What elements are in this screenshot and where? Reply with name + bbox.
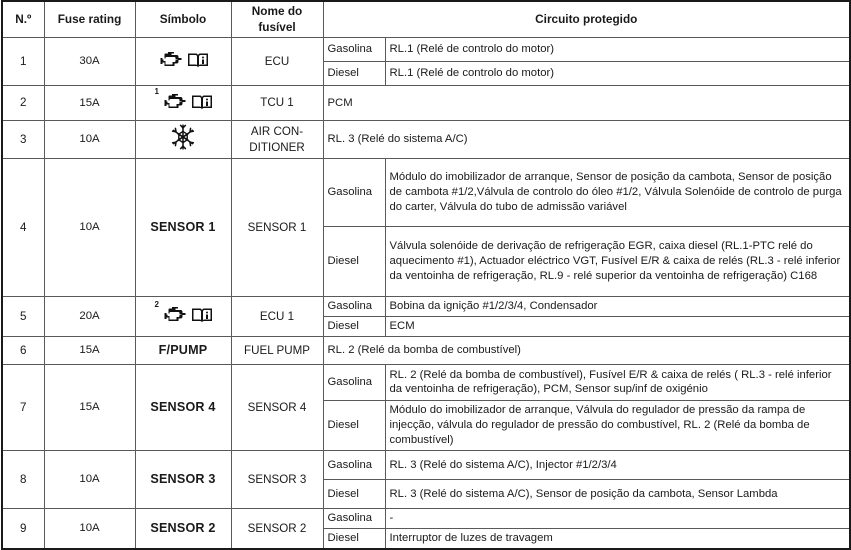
cell-fuse-name xyxy=(231,364,323,450)
cell-fuel-type-diesel: Diesel xyxy=(323,317,385,337)
table-row xyxy=(2,86,850,121)
cell-symbol xyxy=(135,364,231,450)
header-number: N.º xyxy=(2,1,44,38)
cell-circuit-gasoline: RL. 3 (Relé do sistema A/C), Injector #1/2/3/4 xyxy=(385,450,850,479)
symbol-text: SENSOR 3 xyxy=(150,472,216,487)
table-row xyxy=(2,159,850,227)
cell-circuit-diesel: Módulo do imobilizador de arranque, Válvula do regulador de pressão da rampa de injecção, válvula do regulador de pressão do combustível, RL. 2 (Relé da bomba de combustível) xyxy=(385,400,850,450)
cell-circuit-gasoline: Bobina da ignição #1/2/3/4, Condensador xyxy=(385,297,850,317)
cell-fuel-type-gasoline: Gasolina xyxy=(323,508,385,528)
cell-number: 1 xyxy=(2,38,44,86)
table-row xyxy=(2,297,850,317)
table-body xyxy=(2,38,850,549)
fuse-name-text: FUEL PUMP xyxy=(244,343,310,357)
cell-symbol xyxy=(135,159,231,297)
fuse-name-text: TCU 1 xyxy=(260,96,294,110)
header-symbol: Símbolo xyxy=(135,1,231,38)
cell-fuse-rating: 20A xyxy=(44,297,135,337)
cell-fuse-rating: 10A xyxy=(44,121,135,159)
fuse-name-text: SENSOR 2 xyxy=(247,521,307,535)
cell-symbol xyxy=(135,450,231,508)
engine-icon xyxy=(162,304,188,329)
cell-number: 3 xyxy=(2,121,44,159)
cell-fuse-rating: 10A xyxy=(44,508,135,548)
symbol-superscript: 1 xyxy=(154,86,159,96)
cell-symbol xyxy=(135,297,231,337)
header-protected-circuit: Circuito protegido xyxy=(323,1,850,38)
cell-circuit: PCM xyxy=(323,86,850,121)
cell-circuit-diesel: Interruptor de luzes de travagem xyxy=(385,528,850,548)
cell-fuel-type-gasoline: Gasolina xyxy=(323,38,385,62)
cell-circuit-gasoline: - xyxy=(385,508,850,528)
cell-fuel-type-diesel: Diesel xyxy=(323,62,385,86)
cell-number: 5 xyxy=(2,297,44,337)
header-row xyxy=(2,1,850,38)
cell-fuse-name xyxy=(231,297,323,337)
cell-fuse-rating: 10A xyxy=(44,450,135,508)
cell-fuel-type-gasoline: Gasolina xyxy=(323,297,385,317)
cell-symbol xyxy=(135,336,231,364)
engine-icon xyxy=(162,91,188,116)
header-fuse-name: Nome do fusível xyxy=(231,1,323,38)
cell-fuel-type-diesel: Diesel xyxy=(323,227,385,297)
cell-symbol xyxy=(135,121,231,159)
manual-book-icon xyxy=(187,49,209,74)
cell-fuse-rating: 15A xyxy=(44,336,135,364)
fuse-name-text: ECU xyxy=(264,54,290,68)
cell-circuit-gasoline: Módulo do imobilizador de arranque, Sensor de posição da cambota, Sensor de posição de cambota #1/2,Válvula de controlo do óleo #1/2, Válvula Solenóide de controlo de purga do carter, Válvula do tubo de admissão variável xyxy=(385,159,850,227)
cell-symbol xyxy=(135,86,231,121)
cell-circuit-gasoline: RL.1 (Relé de controlo do motor) xyxy=(385,38,850,62)
fuse-table xyxy=(1,0,851,550)
cell-number: 6 xyxy=(2,336,44,364)
cell-circuit-diesel: RL.1 (Relé de controlo do motor) xyxy=(385,62,850,86)
table-row xyxy=(2,121,850,159)
cell-circuit-diesel: ECM xyxy=(385,317,850,337)
engine-icon xyxy=(158,49,184,74)
table-header xyxy=(2,1,850,38)
cell-fuse-rating: 15A xyxy=(44,364,135,450)
cell-fuse-name xyxy=(231,336,323,364)
manual-book-icon xyxy=(191,304,213,329)
cell-circuit: RL. 2 (Relé da bomba de combustível) xyxy=(323,336,850,364)
cell-fuse-name xyxy=(231,450,323,508)
table-row xyxy=(2,508,850,528)
fuse-name-text: SENSOR 4 xyxy=(247,400,307,414)
cell-fuse-name xyxy=(231,159,323,297)
symbol-graphic xyxy=(158,49,209,74)
cell-fuel-type-diesel: Diesel xyxy=(323,400,385,450)
cell-fuse-rating: 15A xyxy=(44,86,135,121)
cell-circuit-gasoline: RL. 2 (Relé da bomba de combustível), Fusível E/R & caixa de relés ( RL.3 - relé inferior da ventoinha de refrigeração), PCM, Sensor sup/inf de oxigénio xyxy=(385,364,850,400)
cell-fuse-rating: 10A xyxy=(44,159,135,297)
symbol-text: SENSOR 2 xyxy=(150,521,216,536)
fuse-name-text: SENSOR 3 xyxy=(247,472,307,486)
symbol-graphic xyxy=(154,86,213,116)
cell-circuit: RL. 3 (Relé do sistema A/C) xyxy=(323,121,850,159)
cell-number: 2 xyxy=(2,86,44,121)
cell-fuel-type-gasoline: Gasolina xyxy=(323,159,385,227)
cell-fuse-name xyxy=(231,121,323,159)
symbol-text: SENSOR 4 xyxy=(150,400,216,415)
cell-number: 7 xyxy=(2,364,44,450)
symbol-text: F/PUMP xyxy=(158,343,208,358)
table-row xyxy=(2,336,850,364)
table-row xyxy=(2,38,850,62)
symbol-superscript: 2 xyxy=(154,300,159,310)
cell-number: 4 xyxy=(2,159,44,297)
symbol-graphic xyxy=(154,300,213,329)
symbol-text: SENSOR 1 xyxy=(150,220,216,235)
manual-book-icon xyxy=(191,91,213,116)
cell-symbol xyxy=(135,38,231,86)
fuse-name-text: SENSOR 1 xyxy=(247,221,307,235)
fuse-name-text: ECU 1 xyxy=(259,309,295,323)
air-conditioning-snowflake-icon xyxy=(169,123,197,151)
cell-number: 8 xyxy=(2,450,44,508)
symbol-graphic xyxy=(169,123,197,151)
cell-fuse-name xyxy=(231,38,323,86)
cell-fuse-rating: 30A xyxy=(44,38,135,86)
cell-fuel-type-gasoline: Gasolina xyxy=(323,450,385,479)
cell-fuse-name xyxy=(231,508,323,548)
cell-number: 9 xyxy=(2,508,44,548)
cell-fuel-type-diesel: Diesel xyxy=(323,479,385,508)
cell-circuit-diesel: Válvula solenóide de derivação de refrigeração EGR, caixa diesel (RL.1-PTC relé do aquecimento #1), Actuador eléctrico VGT, Fusível E/R & caixa de relés (RL.3 - relé inferior da ventoinha de refrigeração, RL.9 - relé superior da ventoinha de refrigeração) C168 xyxy=(385,227,850,297)
cell-fuel-type-diesel: Diesel xyxy=(323,528,385,548)
cell-fuel-type-gasoline: Gasolina xyxy=(323,364,385,400)
cell-circuit-diesel: RL. 3 (Relé do sistema A/C), Sensor de posição da cambota, Sensor Lambda xyxy=(385,479,850,508)
header-fuse-rating: Fuse rating xyxy=(44,1,135,38)
cell-fuse-name xyxy=(231,86,323,121)
cell-symbol xyxy=(135,508,231,548)
fuse-name-text: AIR CON- DITIONER xyxy=(249,125,305,154)
table-row xyxy=(2,450,850,479)
table-row xyxy=(2,364,850,400)
